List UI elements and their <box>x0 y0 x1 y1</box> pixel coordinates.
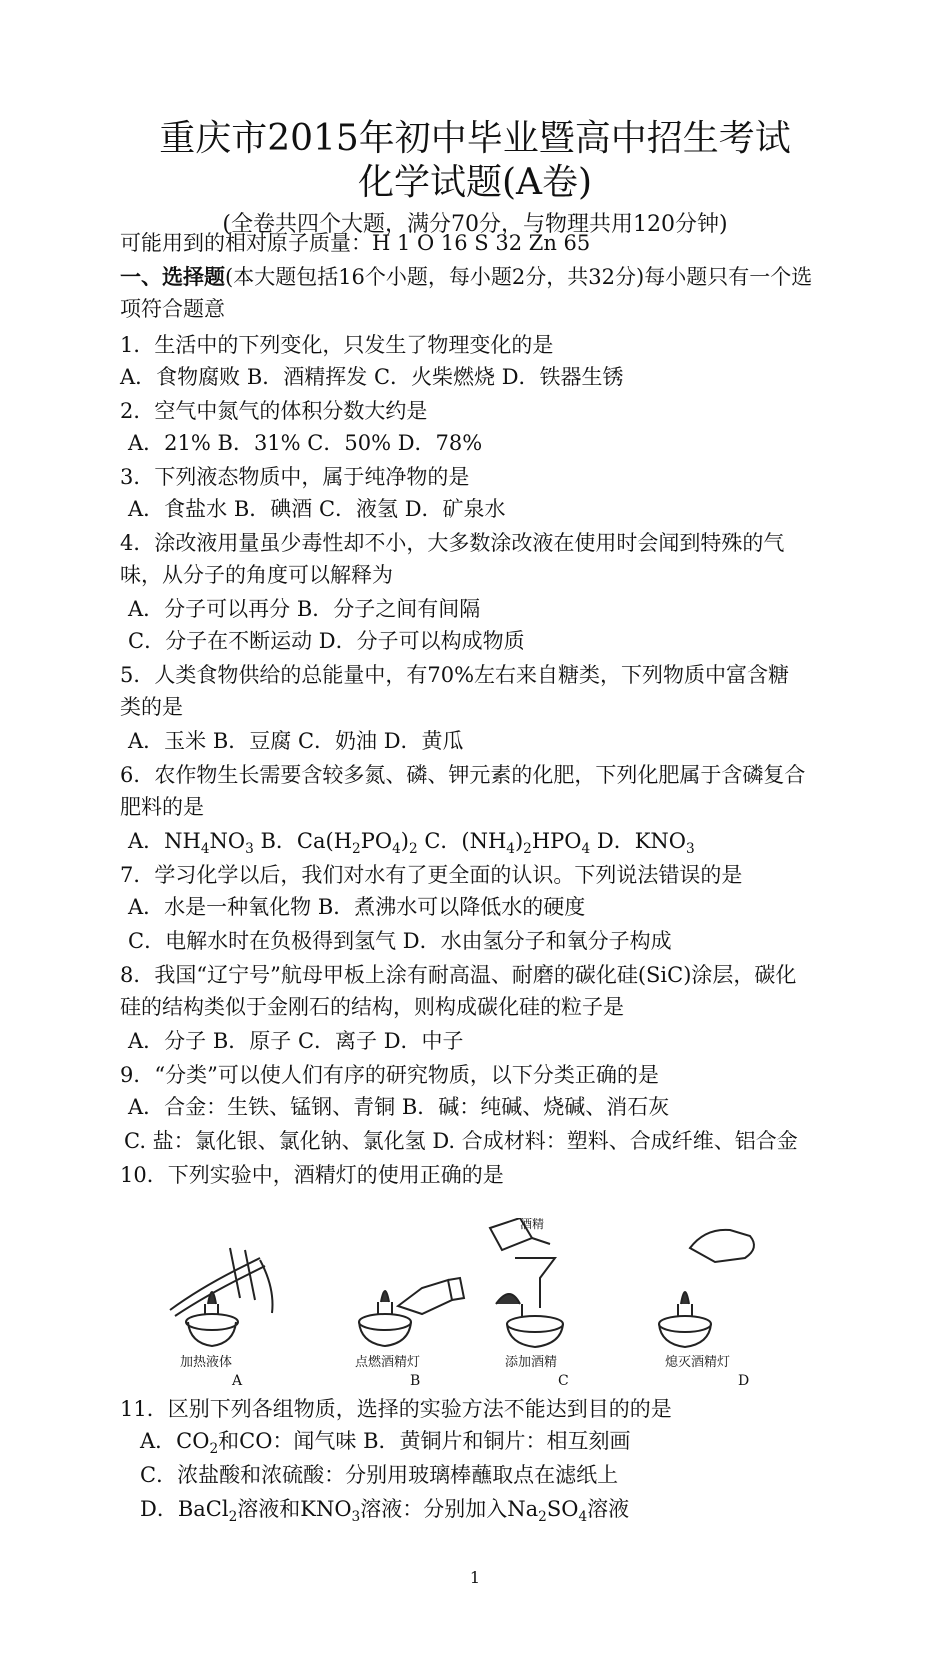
q11-opt-d-3: 溶液：分别加入Na <box>360 1497 539 1521</box>
q2-options: A．21% B．31% C．50% D．78% <box>128 431 483 455</box>
figure-a-heating-liquid <box>170 1248 273 1346</box>
q6-sub: 4 <box>392 841 401 858</box>
q5-stem-2: 类的是 <box>120 695 183 719</box>
q8-stem-1: 8．我国“辽宁号”航母甲板上涂有耐高温、耐磨的碳化硅(SiC)涂层，碳化 <box>120 963 797 987</box>
atomic-mass-line: 可能用到的相对原子质量：H 1 O 16 S 32 Zn 65 <box>120 231 591 255</box>
subtitle: (全卷共四个大题，满分70分，与物理共用120分钟) <box>222 212 728 237</box>
figure-b-lighting-lamp <box>359 1278 464 1346</box>
section1-line1 <box>120 262 812 292</box>
q7-options-2: C．电解水时在负极得到氢气 D．水由氢分子和氧分子构成 <box>128 929 672 953</box>
figure-letter-a: A <box>232 1373 243 1389</box>
q6-sub: 4 <box>506 841 515 858</box>
figure-c-adding-alcohol <box>490 1218 563 1347</box>
q2-stem: 2．空气中氮气的体积分数大约是 <box>120 399 428 423</box>
q6-opt-b: B．Ca(H <box>253 829 353 853</box>
q11-sub: 3 <box>351 1509 361 1526</box>
figure-label-a: 加热液体 <box>180 1355 233 1368</box>
q6-opt-c-end: HPO <box>531 829 582 853</box>
q8-stem-2: 硅的结构类似于金刚石的结构，则构成碳化硅的粒子是 <box>120 995 624 1019</box>
q11-sub: 2 <box>228 1509 238 1526</box>
figure-letter-b: B <box>410 1373 421 1389</box>
figure-d-extinguishing-lamp <box>659 1230 754 1347</box>
q6-opt-b-end: ) <box>400 829 409 853</box>
q11-opt-a: A．CO <box>140 1429 210 1453</box>
q6-sub: 4 <box>200 841 210 858</box>
q6-opt-a: A．NH <box>128 829 201 853</box>
page-number: 1 <box>469 1568 481 1587</box>
q11-opt-d-4: SO <box>546 1497 579 1521</box>
q11-opt-d-5: 溶液 <box>587 1497 630 1521</box>
q9-options-2: C. 盐：氯化银、氯化钠、氯化氢 D. 合成材料：塑料、合成纤维、铝合金 <box>124 1129 798 1153</box>
q9-options-1: A．合金：生铁、锰钢、青铜 B．碱：纯碱、烧碱、消石灰 <box>128 1095 670 1119</box>
title-line-1: 重庆市2015年初中毕业暨高中招生考试 <box>159 118 791 159</box>
q9-stem: 9．“分类”可以使人们有序的研究物质，以下分类正确的是 <box>120 1063 659 1087</box>
section1-desc1: (本大题包括16个小题，每小题2分，共32分)每小题只有一个选 <box>225 265 813 289</box>
q3-stem: 3．下列液态物质中，属于纯净物的是 <box>120 465 470 489</box>
q1-stem: 1．生活中的下列变化，只发生了物理变化的是 <box>120 333 554 357</box>
figure-label-d: 熄灭酒精灯 <box>665 1355 731 1368</box>
q6-sub: 2 <box>408 841 418 858</box>
q4-options-2: C．分子在不断运动 D．分子可以构成物质 <box>128 629 525 653</box>
q6-options <box>128 826 695 864</box>
figure-label-c: 添加酒精 <box>505 1355 558 1368</box>
alcohol-tag: 酒精 <box>520 1218 545 1231</box>
q7-options-1: A．水是一种氧化物 B．煮沸水可以降低水的硬度 <box>128 895 586 919</box>
q6-opt-d: D．KNO <box>590 829 687 853</box>
q6-opt-b-mid: PO <box>360 829 393 853</box>
q5-options: A．玉米 B．豆腐 C．奶油 D．黄瓜 <box>128 729 464 753</box>
q3-options: A．食盐水 B．碘酒 C．液氢 D．矿泉水 <box>128 497 506 521</box>
q11-opt-d: D．BaCl <box>140 1497 229 1521</box>
section1-desc2: 项符合题意 <box>120 297 225 321</box>
q5-stem-1: 5．人类食物供给的总能量中，有70%左右来自糖类，下列物质中富含糖 <box>120 663 790 687</box>
q11-options-c: C．浓盐酸和浓硫酸：分别用玻璃棒蘸取点在滤纸上 <box>140 1463 619 1487</box>
q11-opt-a-b: 和CO：闻气味 B．黄铜片和铜片：相互刻画 <box>218 1429 631 1453</box>
q6-stem-2: 肥料的是 <box>120 795 204 819</box>
q7-stem: 7．学习化学以后，我们对水有了更全面的认识。下列说法错误的是 <box>120 863 743 887</box>
section1-heading: 一、选择题 <box>120 264 225 289</box>
title-line-2: 化学试题(A卷) <box>357 162 593 203</box>
q6-stem-1: 6．农作物生长需要含较多氮、磷、钾元素的化肥，下列化肥属于含磷复合 <box>120 763 806 787</box>
q6-sub: 4 <box>581 841 591 858</box>
q11-sub: 2 <box>538 1509 547 1526</box>
q10-stem: 10．下列实验中，酒精灯的使用正确的是 <box>120 1163 504 1187</box>
q6-sub: 3 <box>245 841 254 858</box>
q6-opt-c: C．(NH <box>417 829 507 853</box>
q11-sub: 4 <box>578 1509 588 1526</box>
q8-options: A．分子 B．原子 C．离子 D．中子 <box>128 1029 464 1053</box>
alcohol-lamp-figure <box>160 1218 800 1368</box>
q11-options-d <box>140 1494 629 1532</box>
q6-opt-a-mid: NO <box>209 829 246 853</box>
q11-stem: 11．区别下列各组物质，选择的实验方法不能达到目的的是 <box>120 1397 672 1421</box>
q11-options-ab <box>140 1426 631 1464</box>
q4-options-1: A．分子可以再分 B．分子之间有间隔 <box>128 597 481 621</box>
q6-sub: 2 <box>352 841 361 858</box>
figure-letter-c: C <box>558 1373 569 1389</box>
figure-letter-d: D <box>738 1373 750 1389</box>
q4-stem-1: 4．涂改液用量虽少毒性却不小，大多数涂改液在使用时会闻到特殊的气 <box>120 531 785 555</box>
q6-sub: 2 <box>523 841 532 858</box>
q11-sub: 2 <box>209 1441 219 1458</box>
q6-sub: 3 <box>686 841 695 858</box>
figure-label-b: 点燃酒精灯 <box>355 1355 421 1368</box>
q11-opt-d-2: 溶液和KNO <box>237 1497 352 1521</box>
q1-options: A．食物腐败 B．酒精挥发 C．火柴燃烧 D．铁器生锈 <box>120 365 624 389</box>
q4-stem-2: 味，从分子的角度可以解释为 <box>120 563 393 587</box>
q6-opt-c-mid: ) <box>514 829 524 853</box>
